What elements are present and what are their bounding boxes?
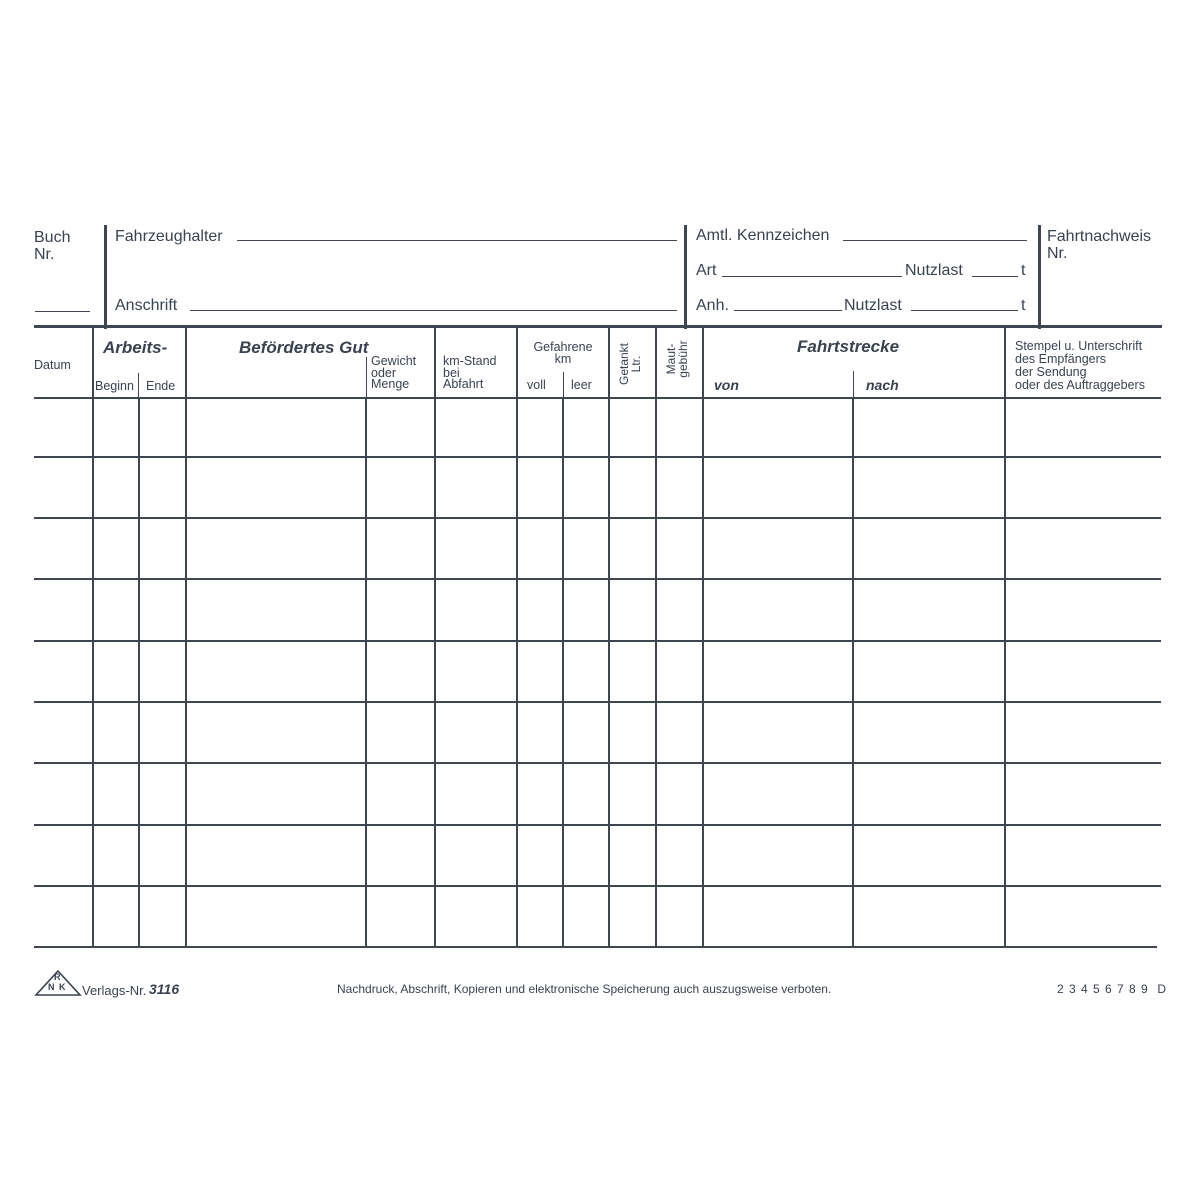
cell-von[interactable] (706, 828, 850, 883)
cell-nach[interactable] (856, 521, 1002, 576)
cell-gut[interactable] (189, 828, 363, 883)
cell-datum[interactable] (36, 644, 90, 699)
cell-km-stand[interactable] (438, 401, 514, 454)
subdivider (138, 373, 139, 398)
cell-maut[interactable] (659, 401, 700, 454)
cell-beginn[interactable] (96, 644, 136, 699)
kennzeichen-field[interactable] (843, 226, 1027, 241)
cell-km-stand[interactable] (438, 582, 514, 638)
col-ende: Ende (146, 379, 176, 393)
cell-voll[interactable] (520, 705, 560, 760)
cell-gut[interactable] (189, 705, 363, 760)
cell-km-stand[interactable] (438, 644, 514, 699)
col-line (434, 327, 436, 947)
col-line (608, 327, 610, 947)
cell-maut[interactable] (659, 889, 700, 944)
cell-getankt[interactable] (612, 644, 653, 699)
col-gewicht: Gewicht oder Menge (371, 354, 417, 391)
cell-gewicht[interactable] (369, 828, 432, 883)
col-leer: leer (571, 378, 592, 392)
cell-voll[interactable] (520, 582, 560, 638)
row-line (34, 824, 1161, 826)
anh-field[interactable] (734, 296, 842, 311)
cell-nach[interactable] (856, 705, 1002, 760)
anschrift-field[interactable] (190, 296, 677, 311)
cell-stempel[interactable] (1008, 766, 1159, 822)
anschrift-label: Anschrift (115, 297, 178, 314)
col-fahrtstrecke: Fahrtstrecke (797, 337, 900, 356)
copyright-notice: Nachdruck, Abschrift, Kopieren und elektronische Speicherung auch auszugsweise verboten. (337, 982, 832, 996)
nutzlast-label: Nutzlast (905, 262, 963, 279)
cell-leer[interactable] (566, 644, 606, 699)
row-line (34, 456, 1161, 458)
cell-beginn[interactable] (96, 889, 136, 944)
cell-maut[interactable] (659, 582, 700, 638)
buch-nr-label: Nr. (34, 246, 55, 263)
cell-datum[interactable] (36, 582, 90, 638)
cell-gewicht[interactable] (369, 582, 432, 638)
cell-leer[interactable] (566, 460, 606, 515)
cell-stempel[interactable] (1008, 460, 1159, 515)
col-voll: voll (527, 378, 546, 392)
row-line (34, 640, 1161, 642)
cell-beginn[interactable] (96, 828, 136, 883)
buch-nr-field[interactable] (35, 297, 90, 312)
cell-ende[interactable] (142, 828, 183, 883)
cell-maut[interactable] (659, 644, 700, 699)
verlag-label: Verlags-Nr. (82, 983, 147, 998)
cell-leer[interactable] (566, 705, 606, 760)
cell-gewicht[interactable] (369, 401, 432, 454)
cell-stempel[interactable] (1008, 582, 1159, 638)
cell-getankt[interactable] (612, 705, 653, 760)
col-maut: Maut- gebühr (664, 340, 690, 378)
cell-stempel[interactable] (1008, 889, 1159, 944)
cell-maut[interactable] (659, 521, 700, 576)
cell-stempel[interactable] (1008, 401, 1159, 454)
cell-leer[interactable] (566, 401, 606, 454)
cell-ende[interactable] (142, 644, 183, 699)
cell-gewicht[interactable] (369, 705, 432, 760)
cell-beginn[interactable] (96, 460, 136, 515)
cell-leer[interactable] (566, 766, 606, 822)
cell-km-stand[interactable] (438, 766, 514, 822)
cell-getankt[interactable] (612, 766, 653, 822)
cell-gewicht[interactable] (369, 460, 432, 515)
fahrzeughalter-field[interactable] (237, 226, 677, 241)
cell-voll[interactable] (520, 889, 560, 944)
verlag-nr: 3116 (149, 981, 180, 997)
anh-nutzlast-field[interactable] (911, 296, 1018, 311)
cell-voll[interactable] (520, 644, 560, 699)
cell-stempel[interactable] (1008, 705, 1159, 760)
anh-label: Anh. (696, 297, 729, 314)
cell-getankt[interactable] (612, 460, 653, 515)
nutzlast-field[interactable] (972, 262, 1018, 277)
art-field[interactable] (722, 262, 902, 277)
col-von: von (714, 377, 739, 393)
cell-gut[interactable] (189, 766, 363, 822)
cell-von[interactable] (706, 644, 850, 699)
cell-von[interactable] (706, 705, 850, 760)
cell-datum[interactable] (36, 401, 90, 454)
cell-km-stand[interactable] (438, 460, 514, 515)
cell-nach[interactable] (856, 766, 1002, 822)
row-line (34, 885, 1161, 887)
col-line (138, 398, 140, 947)
row-line (34, 517, 1161, 519)
cell-maut[interactable] (659, 828, 700, 883)
col-line (516, 327, 518, 947)
row-line (34, 701, 1161, 703)
fahrtnachweis-nr-label: Nr. (1047, 245, 1068, 262)
cell-km-stand[interactable] (438, 521, 514, 576)
anh-nutzlast-unit: t (1021, 297, 1026, 314)
cell-stempel[interactable] (1008, 521, 1159, 576)
cell-von[interactable] (706, 766, 850, 822)
cell-beginn[interactable] (96, 766, 136, 822)
cell-nach[interactable] (856, 401, 1002, 454)
cell-voll[interactable] (520, 521, 560, 576)
kennzeichen-label: Amtl. Kennzeichen (696, 227, 830, 244)
cell-maut[interactable] (659, 705, 700, 760)
col-line (852, 398, 854, 947)
col-line (92, 327, 94, 947)
cell-getankt[interactable] (612, 889, 653, 944)
cell-von[interactable] (706, 582, 850, 638)
cell-gewicht[interactable] (369, 889, 432, 944)
art-label: Art (696, 262, 717, 279)
form-code: 2 3 4 5 6 7 8 9 D (1057, 982, 1168, 996)
subdivider (853, 371, 854, 398)
cell-km-stand[interactable] (438, 828, 514, 883)
anh-nutzlast-label: Nutzlast (844, 297, 902, 314)
cell-ende[interactable] (142, 521, 183, 576)
cell-datum[interactable] (36, 460, 90, 515)
col-line (185, 327, 187, 947)
col-stempel: Stempel u. Unterschrift des Empfängers der Sendung oder des Auftraggebers (1015, 339, 1145, 392)
cell-von[interactable] (706, 460, 850, 515)
cell-getankt[interactable] (612, 582, 653, 638)
col-line (655, 327, 657, 947)
divider (104, 225, 107, 329)
divider (684, 225, 687, 329)
cell-km-stand[interactable] (438, 705, 514, 760)
cell-nach[interactable] (856, 460, 1002, 515)
cell-leer[interactable] (566, 582, 606, 638)
cell-leer[interactable] (566, 889, 606, 944)
cell-nach[interactable] (856, 828, 1002, 883)
cell-datum[interactable] (36, 521, 90, 576)
col-km-stand: km-Stand bei Abfahrt (443, 354, 497, 391)
cell-leer[interactable] (566, 521, 606, 576)
cell-gut[interactable] (189, 889, 363, 944)
cell-nach[interactable] (856, 644, 1002, 699)
cell-gut[interactable] (189, 460, 363, 515)
cell-maut[interactable] (659, 460, 700, 515)
col-arbeits: Arbeits- (103, 338, 168, 357)
cell-gewicht[interactable] (369, 766, 432, 822)
col-nach: nach (866, 377, 899, 393)
buch-label: Buch (34, 229, 71, 246)
divider (1038, 225, 1041, 329)
header-bottom-border (34, 397, 1161, 399)
cell-maut[interactable] (659, 766, 700, 822)
cell-gewicht[interactable] (369, 644, 432, 699)
col-line (702, 327, 704, 947)
cell-voll[interactable] (520, 766, 560, 822)
cell-voll[interactable] (520, 828, 560, 883)
cell-ende[interactable] (142, 766, 183, 822)
row-line (34, 578, 1161, 580)
cell-leer[interactable] (566, 828, 606, 883)
cell-datum[interactable] (36, 889, 90, 944)
fahrzeughalter-label: Fahrzeughalter (115, 228, 223, 245)
cell-von[interactable] (706, 401, 850, 454)
cell-von[interactable] (706, 889, 850, 944)
cell-gut[interactable] (189, 582, 363, 638)
cell-voll[interactable] (520, 460, 560, 515)
col-gefahrene-km: Gefahrene km (533, 340, 593, 366)
cell-ende[interactable] (142, 401, 183, 454)
cell-gewicht[interactable] (369, 521, 432, 576)
cell-stempel[interactable] (1008, 828, 1159, 883)
cell-datum[interactable] (36, 705, 90, 760)
cell-getankt[interactable] (612, 401, 653, 454)
cell-gut[interactable] (189, 521, 363, 576)
cell-beginn[interactable] (96, 582, 136, 638)
table-top-border (34, 325, 1162, 328)
nutzlast-unit: t (1021, 262, 1026, 279)
cell-ende[interactable] (142, 460, 183, 515)
cell-datum[interactable] (36, 828, 90, 883)
col-line (365, 398, 367, 947)
cell-nach[interactable] (856, 889, 1002, 944)
fahrtnachweis-field[interactable] (1045, 265, 1160, 320)
col-line (1004, 327, 1006, 947)
cell-ende[interactable] (142, 582, 183, 638)
col-befoerdertes-gut: Befördertes Gut (239, 338, 369, 357)
rnk-logo-icon: R N K (34, 970, 82, 996)
cell-datum[interactable] (36, 766, 90, 822)
cell-getankt[interactable] (612, 828, 653, 883)
cell-ende[interactable] (142, 889, 183, 944)
cell-beginn[interactable] (96, 521, 136, 576)
subdivider (366, 357, 367, 398)
subdivider (563, 372, 564, 398)
col-datum: Datum (34, 358, 71, 372)
table-bottom-border (34, 946, 1157, 948)
row-line (34, 762, 1161, 764)
cell-beginn[interactable] (96, 401, 136, 454)
cell-getankt[interactable] (612, 521, 653, 576)
cell-von[interactable] (706, 521, 850, 576)
cell-beginn[interactable] (96, 705, 136, 760)
cell-km-stand[interactable] (438, 889, 514, 944)
fahrtnachweis-label: Fahrtnachweis (1047, 228, 1152, 245)
cell-nach[interactable] (856, 582, 1002, 638)
col-getankt: Getankt Ltr. (617, 342, 643, 386)
cell-voll[interactable] (520, 401, 560, 454)
cell-ende[interactable] (142, 705, 183, 760)
col-line (562, 398, 564, 947)
col-beginn: Beginn (95, 379, 134, 393)
cell-gut[interactable] (189, 644, 363, 699)
cell-stempel[interactable] (1008, 644, 1159, 699)
cell-gut[interactable] (189, 401, 363, 454)
